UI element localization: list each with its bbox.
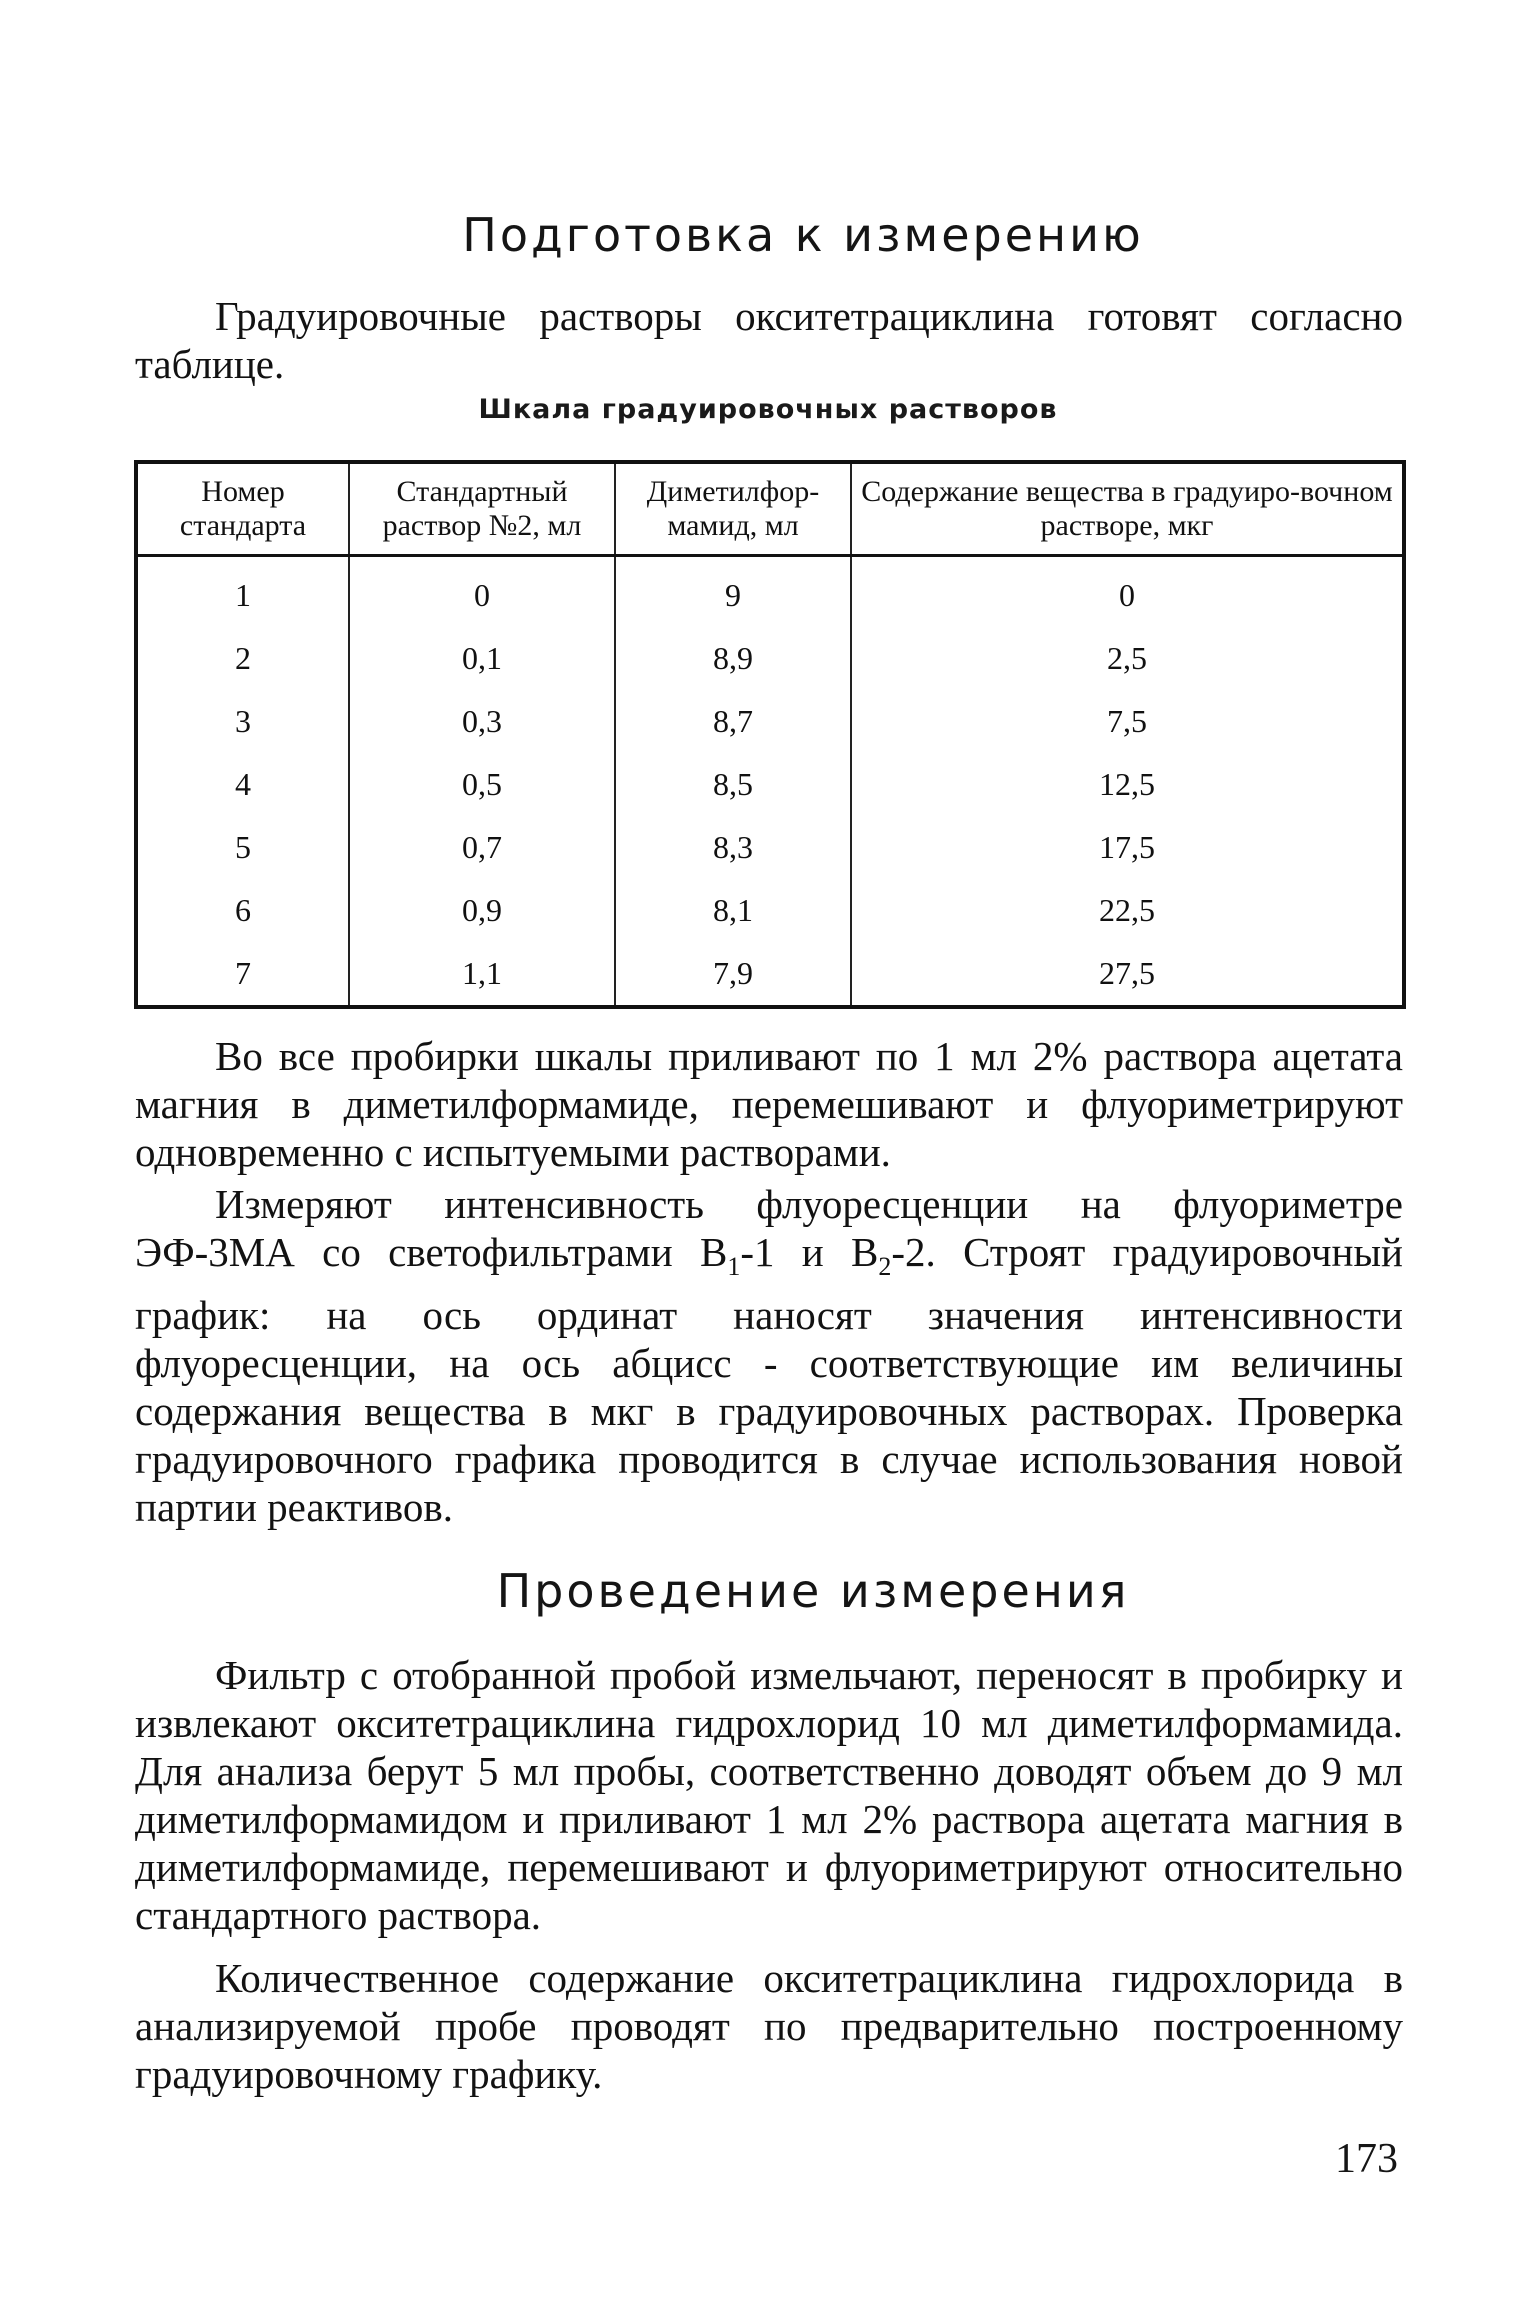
- table-row: [136, 753, 1404, 816]
- table-cell: 0,5: [349, 753, 615, 816]
- column-header: Содержание вещества в градуиро-вочном растворе, мкг: [851, 462, 1404, 556]
- table-cell: 6: [136, 879, 349, 942]
- table-cell: 0,3: [349, 690, 615, 753]
- table-cell: 5: [136, 816, 349, 879]
- table-cell: 0,9: [349, 879, 615, 942]
- table-cell: 8,9: [615, 627, 851, 690]
- calibration-table: [134, 460, 1406, 1009]
- table-caption: Шкала градуировочных растворов: [478, 394, 1058, 425]
- table-row: [136, 690, 1404, 753]
- column-header: Номер стандарта: [136, 462, 349, 556]
- table-row: [136, 942, 1404, 1007]
- table-cell: 12,5: [1099, 766, 1155, 802]
- column-header: Диметилфор-мамид, мл: [615, 462, 851, 556]
- table-header-row: [136, 462, 1404, 556]
- table-cell: 8,3: [615, 816, 851, 879]
- table-cell: 8,5: [615, 753, 851, 816]
- quantification-paragraph: Количественное содержание окситетрациклина гидрохлорида в анализируемой пробе проводят по предварительно построенному градуировочному графику.: [135, 1955, 1403, 2097]
- table-cell: 7,9: [615, 942, 851, 1007]
- table-cell: 4: [136, 753, 349, 816]
- measurement-paragraph: [135, 1180, 1403, 1531]
- section-heading-preparation: Подготовка к измерению: [462, 208, 1144, 262]
- column-header: Стандартный раствор №2, мл: [349, 462, 615, 556]
- table-cell: 0: [349, 556, 615, 628]
- table-row: [136, 879, 1404, 942]
- table-cell: 8,1: [615, 879, 851, 942]
- measurement-text-part: Измеряют интенсивность флуоресценции на флуориметре ЭФ-3МА со светофильтрами В: [135, 1181, 1403, 1275]
- filter-subscript: 1: [727, 1252, 741, 1282]
- table-row: [136, 627, 1404, 690]
- table-cell: 7,5: [1107, 703, 1147, 739]
- page-number: 173: [1335, 2136, 1398, 2182]
- table-cell: 2,5: [1107, 640, 1147, 676]
- table-cell: 22,5: [1099, 892, 1155, 928]
- table-cell: 9: [615, 556, 851, 628]
- mixing-paragraph: Во все пробирки шкалы приливают по 1 мл 2% раствора ацетата магния в диметилформамиде, перемешивают и флуориметрируют одновременно с испытуемыми растворами.: [135, 1033, 1403, 1175]
- section-heading-procedure: Проведение измерения: [496, 1564, 1130, 1618]
- table-cell: 1: [136, 556, 349, 628]
- table-cell: 2: [136, 627, 349, 690]
- table-cell: 0,1: [349, 627, 615, 690]
- filter-paragraph: Фильтр с отобранной пробой измельчают, переносят в пробирку и извлекают окситетрациклина гидрохлорид 10 мл диметилформамида. Для анализа берут 5 мл пробы, соответственно доводят объем до 9 мл диметилформамидом и приливают 1 мл 2% раствора ацетата магния в диметилформамиде, перемешивают и флуориметрируют относительно стандартного раствора.: [135, 1652, 1403, 1938]
- table-cell: 8,7: [615, 690, 851, 753]
- table-cell: 0,7: [349, 816, 615, 879]
- measurement-text-part: -1 и В: [740, 1229, 879, 1275]
- table-cell: 7: [136, 942, 349, 1007]
- intro-paragraph: Градуировочные растворы окситетрациклина готовят согласно таблице.: [135, 293, 1403, 387]
- table-cell: 1,1: [349, 942, 615, 1007]
- table-cell: 3: [136, 690, 349, 753]
- filter-subscript: 2: [878, 1252, 892, 1282]
- table-cell: 0: [1119, 577, 1135, 613]
- measurement-text-part: -2. Строят градуировочный график: на ось ординат наносят значения интенсивности флуоресценции, на ось абцисс - соответствующие им величины содержания вещества в мкг в градуировочных растворах. Проверка градуировочного графика проводится в случае использования новой партии реактивов.: [135, 1229, 1403, 1531]
- table-cell: 17,5: [1099, 829, 1155, 865]
- table-row: [136, 816, 1404, 879]
- table-row: [136, 556, 1404, 628]
- table-cell: 27,5: [1099, 955, 1155, 991]
